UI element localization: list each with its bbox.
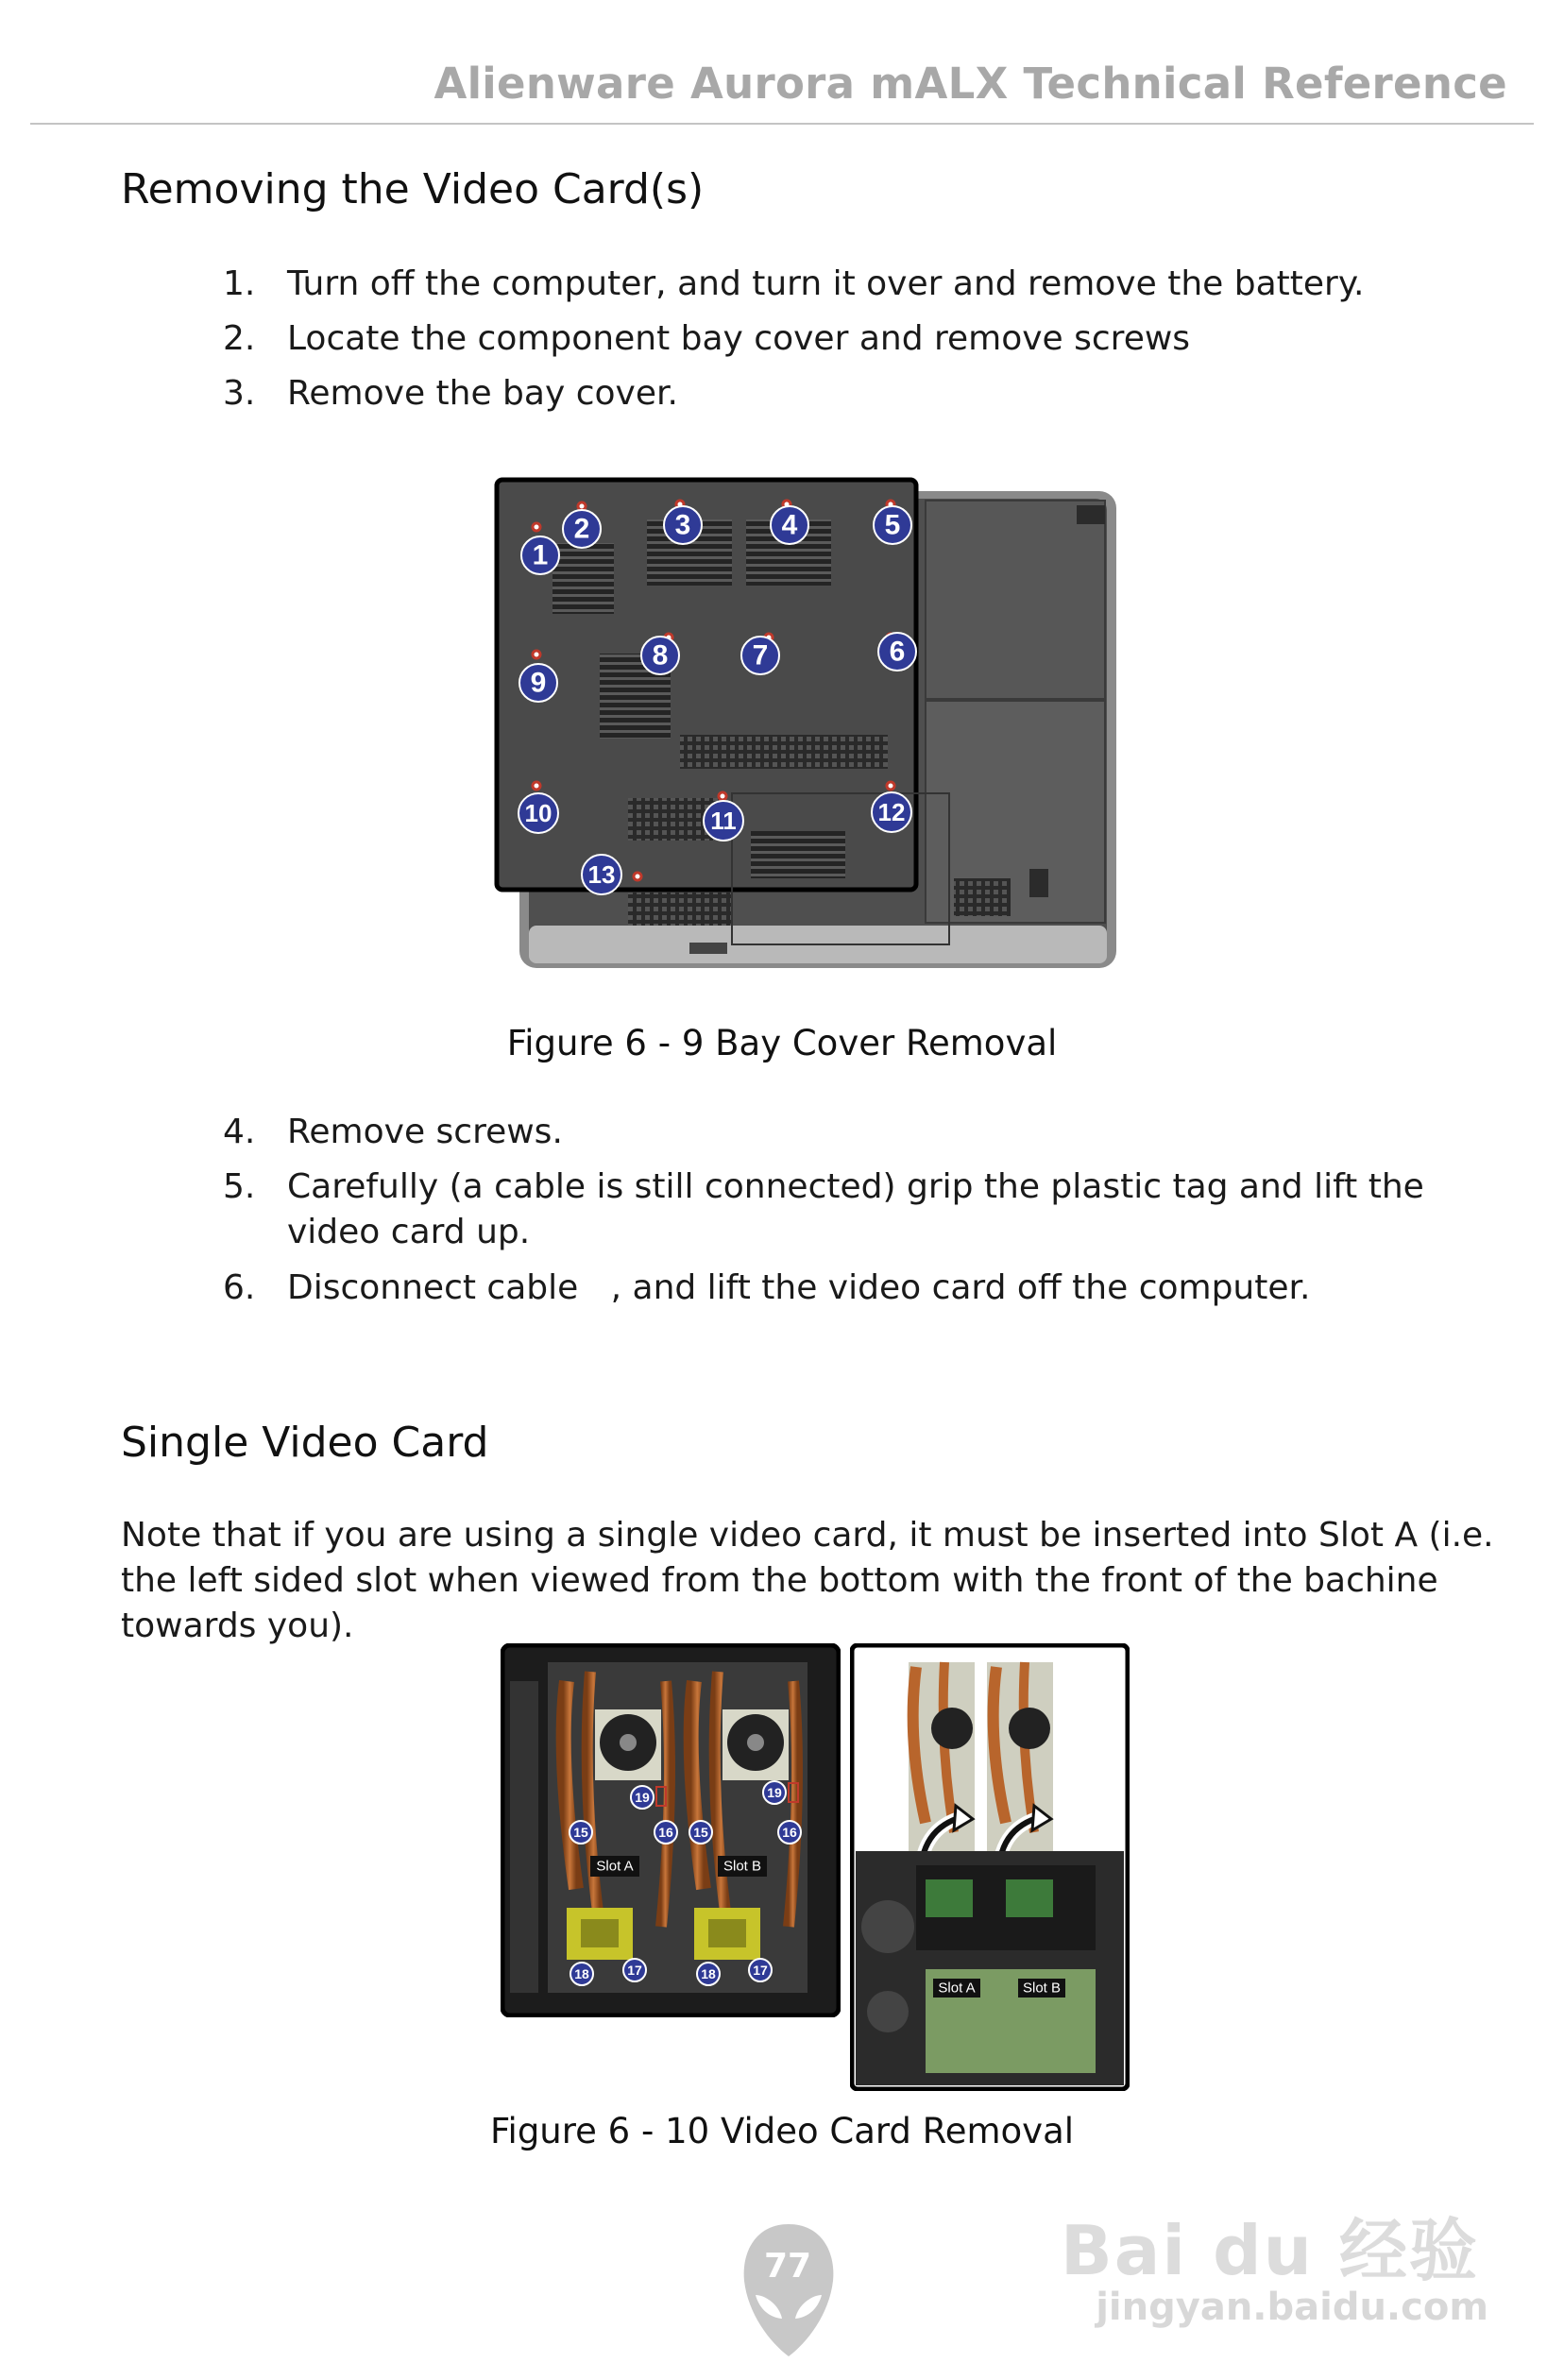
- badge-18a: [570, 1963, 593, 1985]
- figure-caption-video-card: Figure 6 - 10 Video Card Removal: [489, 2111, 1075, 2151]
- badge-19b: [763, 1781, 786, 1804]
- badge-11: [704, 801, 743, 841]
- svg-text:17: 17: [627, 1963, 642, 1978]
- svg-text:11: 11: [710, 807, 737, 835]
- badge-1: [521, 536, 559, 574]
- step-number: 6.: [223, 1268, 256, 1307]
- figure-video-card-lift-photo: [850, 1643, 1130, 2091]
- step-text: Carefully (a cable is still connected) grip the plastic tag and lift the video card up.: [287, 1167, 1424, 1251]
- figure-video-card-slots-photo: [501, 1643, 841, 2017]
- section-heading-removing-video-card: Removing the Video Card(s): [121, 165, 705, 213]
- badge-16a: [654, 1821, 677, 1844]
- svg-text:16: 16: [658, 1825, 673, 1840]
- badge-10: [518, 793, 558, 833]
- header-rule: [30, 123, 1534, 125]
- svg-text:4: 4: [781, 509, 798, 541]
- step-number: 3.: [223, 374, 256, 413]
- svg-text:13: 13: [587, 860, 616, 889]
- slot-b-label: Slot B: [722, 1858, 762, 1875]
- svg-text:12: 12: [877, 798, 906, 826]
- svg-text:8: 8: [652, 639, 669, 672]
- step-text: Turn off the computer, and turn it over and remove the battery.: [287, 264, 1365, 303]
- slot-a-label-2: Slot A: [938, 1980, 976, 1997]
- figure-bay-cover-photo: [491, 472, 1130, 982]
- badge-2: [563, 510, 601, 548]
- svg-text:15: 15: [573, 1825, 588, 1840]
- step-number: 1.: [223, 264, 256, 303]
- step-number: 4.: [223, 1113, 256, 1151]
- badge-19a: [631, 1786, 654, 1809]
- step-text: Remove screws.: [287, 1113, 563, 1151]
- badge-12: [872, 792, 911, 832]
- page-number: 77: [763, 2247, 812, 2286]
- badge-5: [874, 506, 911, 544]
- svg-text:6: 6: [889, 636, 906, 668]
- step-number: 2.: [223, 319, 256, 358]
- watermark-url: jingyan.baidu.com: [1096, 2286, 1488, 2329]
- badge-18b: [697, 1963, 720, 1985]
- svg-text:3: 3: [674, 509, 691, 541]
- svg-text:10: 10: [524, 799, 552, 827]
- svg-text:1: 1: [532, 539, 549, 571]
- badge-4: [771, 506, 808, 544]
- svg-text:19: 19: [767, 1785, 782, 1800]
- svg-text:16: 16: [782, 1825, 797, 1840]
- step-text: Remove the bay cover.: [287, 374, 678, 413]
- badge-15b: [689, 1821, 712, 1844]
- svg-text:18: 18: [701, 1966, 716, 1981]
- slot-b-label-2: Slot B: [1022, 1980, 1062, 1997]
- step-text: Locate the component bay cover and remove screws: [287, 319, 1191, 358]
- badge-16b: [778, 1821, 801, 1844]
- badge-15a: [570, 1821, 592, 1844]
- svg-text:7: 7: [752, 639, 769, 672]
- step-number: 5.: [223, 1167, 256, 1206]
- svg-text:18: 18: [574, 1966, 589, 1981]
- svg-text:17: 17: [753, 1963, 768, 1978]
- figure-caption-bay-cover: Figure 6 - 9 Bay Cover Removal: [506, 1023, 1058, 1063]
- badge-9: [519, 664, 557, 702]
- badge-6: [878, 633, 916, 671]
- svg-text:19: 19: [635, 1790, 650, 1805]
- badge-17b: [749, 1959, 772, 1981]
- note-paragraph: Note that if you are using a single video card, it must be inserted into Slot A (i.e. the left sided slot when viewed from the bottom with the front of the bachine towards you).: [121, 1516, 1494, 1645]
- running-header: Alienware Aurora mALX Technical Reference: [434, 59, 1507, 109]
- svg-text:2: 2: [573, 513, 590, 545]
- badge-13: [582, 855, 621, 894]
- badge-8: [641, 637, 679, 674]
- step-5: [223, 1164, 1488, 1259]
- section-heading-single-video-card: Single Video Card: [121, 1419, 489, 1467]
- slot-a-label: Slot A: [596, 1858, 634, 1875]
- badge-17a: [623, 1959, 646, 1981]
- badge-7: [741, 637, 779, 674]
- svg-text:9: 9: [530, 667, 547, 699]
- svg-text:5: 5: [884, 509, 901, 541]
- step-text: Disconnect cable , and lift the video card off the computer.: [287, 1268, 1311, 1307]
- badge-3: [664, 506, 702, 544]
- watermark-logo-text: Bai du 经验: [1060, 2211, 1479, 2290]
- svg-text:15: 15: [693, 1825, 708, 1840]
